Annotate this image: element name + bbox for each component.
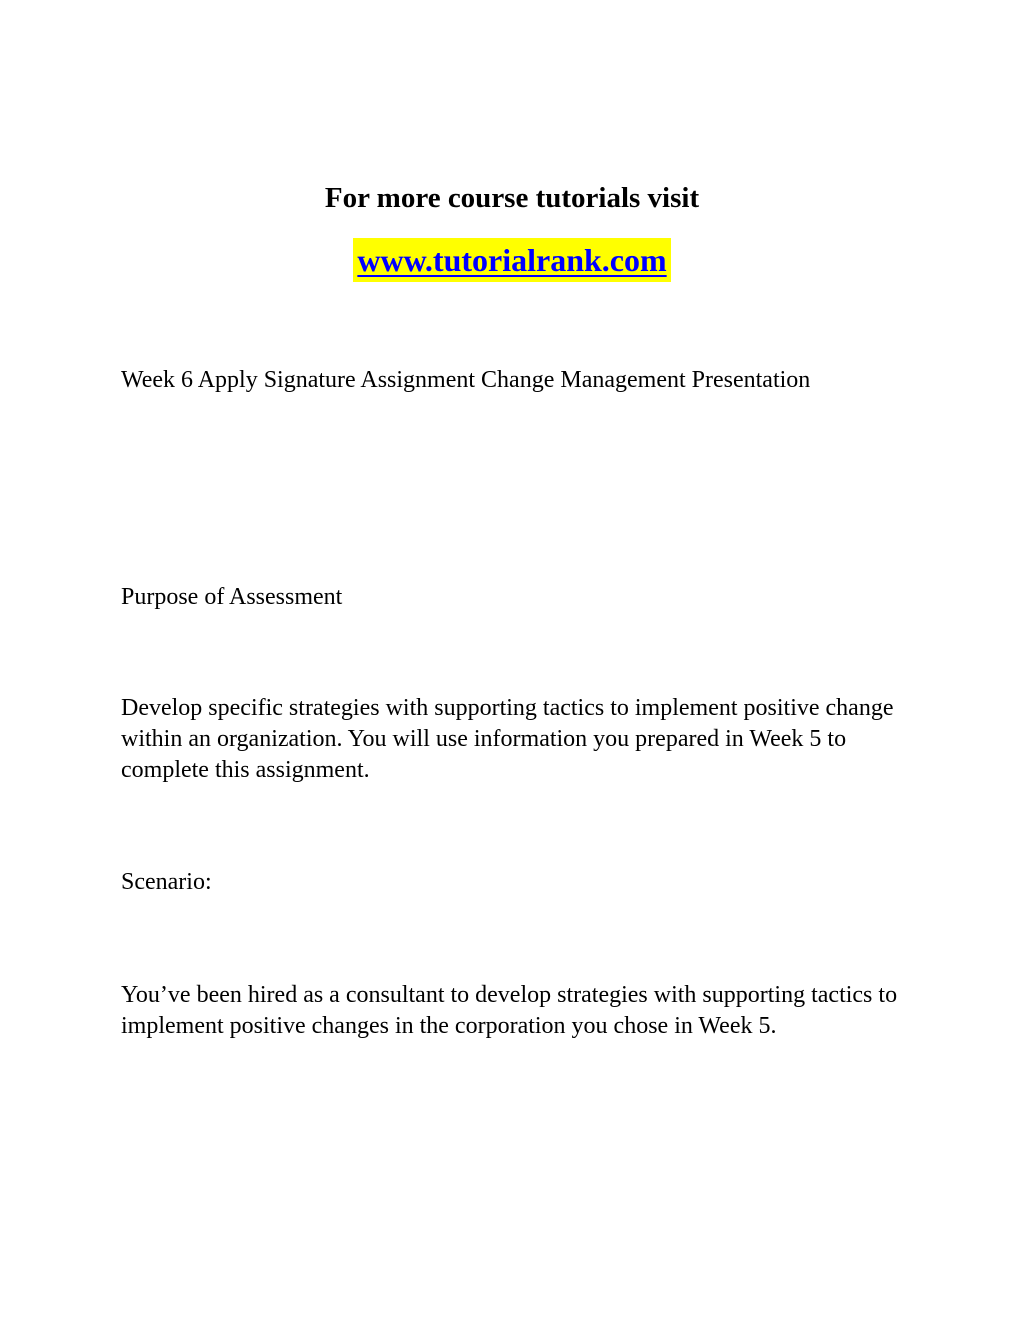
promo-link-container [0, 238, 1024, 282]
scenario-heading: Scenario: [121, 869, 212, 895]
promo-heading: For more course tutorials visit [324, 182, 700, 214]
assignment-title: Week 6 Apply Signature Assignment Change Management Presentation [121, 367, 811, 393]
scenario-paragraph: You’ve been hired as a consultant to develop strategies with supporting tactics to implement positive changes in the corporation you chose in Week 5. [121, 982, 898, 1039]
tutorial-site-link[interactable]: www.tutorialrank.com [353, 238, 670, 282]
purpose-heading: Purpose of Assessment [121, 584, 343, 610]
purpose-paragraph: Develop specific strategies with supporting tactics to implement positive change within an organization. You will use information you prepared in Week 5 to complete this assignment. [121, 695, 894, 783]
